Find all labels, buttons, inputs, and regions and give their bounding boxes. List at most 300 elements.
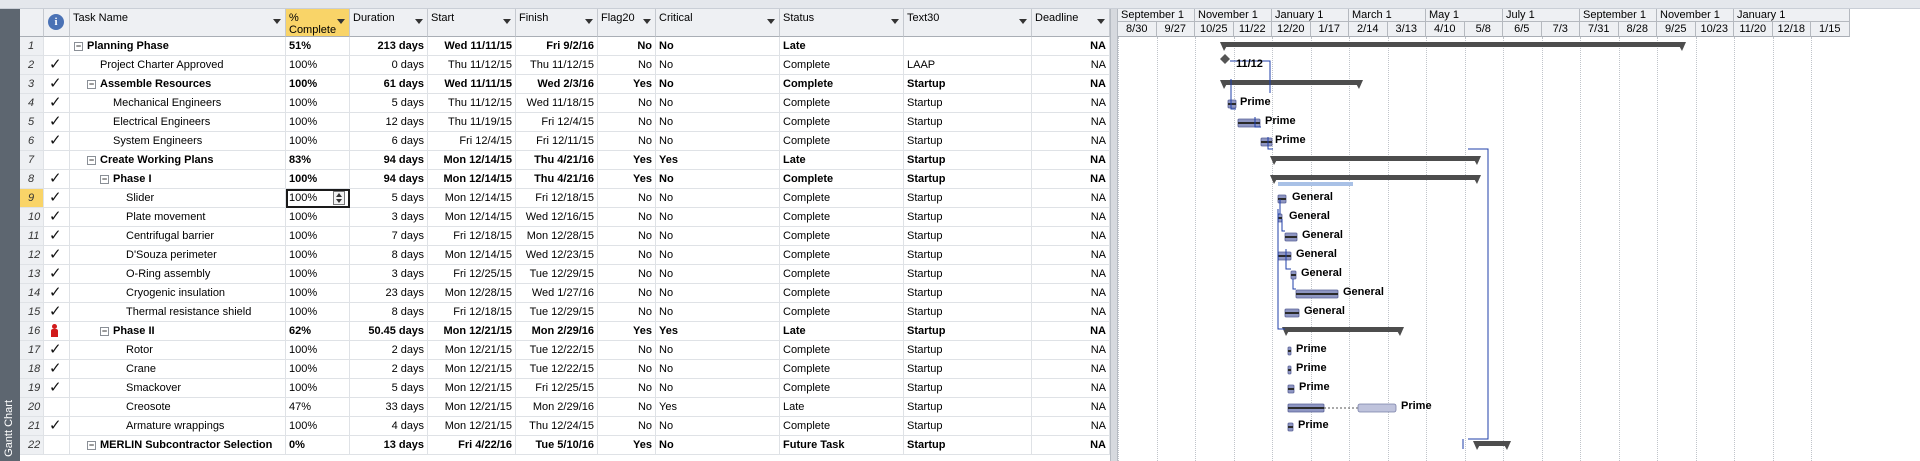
task-name-cell[interactable] [70, 37, 286, 56]
duration-cell[interactable]: 94 days [350, 170, 428, 189]
critical-cell[interactable]: No [656, 436, 780, 455]
indicator-cell[interactable] [44, 322, 70, 341]
critical-cell[interactable]: No [656, 246, 780, 265]
start-cell[interactable]: Fri 12/18/15 [428, 303, 516, 322]
timescale-week-label[interactable]: 12/18 [1773, 22, 1812, 37]
critical-cell[interactable]: No [656, 265, 780, 284]
deadline-cell[interactable]: NA [1032, 265, 1110, 284]
flag20-cell[interactable]: No [598, 132, 656, 151]
gantt-chart-pane[interactable] [1118, 9, 1920, 461]
timescale-month-label[interactable]: September 1 [1118, 9, 1195, 22]
timescale-week-label[interactable]: 7/3 [1542, 22, 1581, 37]
indicator-cell[interactable] [44, 75, 70, 94]
row-id[interactable]: 17 [20, 341, 44, 360]
task-name-cell[interactable] [70, 132, 286, 151]
critical-cell[interactable]: No [656, 37, 780, 56]
deadline-cell[interactable]: NA [1032, 37, 1110, 56]
status-cell[interactable]: Complete [780, 360, 904, 379]
finish-cell[interactable]: Tue 12/22/15 [516, 360, 598, 379]
status-cell[interactable]: Complete [780, 303, 904, 322]
critical-cell[interactable]: Yes [656, 151, 780, 170]
flag20-cell[interactable]: Yes [598, 322, 656, 341]
finish-cell[interactable]: Mon 12/28/15 [516, 227, 598, 246]
chevron-down-icon[interactable] [643, 19, 651, 24]
indicator-cell[interactable] [44, 208, 70, 227]
timescale-week-label[interactable]: 10/25 [1195, 22, 1234, 37]
critical-cell[interactable]: No [656, 132, 780, 151]
table-row[interactable] [20, 284, 1110, 303]
duration-cell[interactable]: 5 days [350, 189, 428, 208]
deadline-cell[interactable]: NA [1032, 113, 1110, 132]
timescale-week-label[interactable]: 10/23 [1696, 22, 1735, 37]
row-id[interactable]: 3 [20, 75, 44, 94]
row-id[interactable]: 21 [20, 417, 44, 436]
duration-cell[interactable]: 33 days [350, 398, 428, 417]
duration-cell[interactable]: 12 days [350, 113, 428, 132]
finish-cell[interactable]: Mon 2/29/16 [516, 398, 598, 417]
status-cell[interactable]: Complete [780, 208, 904, 227]
task-name-cell[interactable] [70, 417, 286, 436]
text30-cell[interactable] [904, 37, 1032, 56]
flag20-cell[interactable]: Yes [598, 151, 656, 170]
text30-cell[interactable]: LAAP [904, 56, 1032, 75]
percent-complete-cell[interactable]: 100% [286, 417, 350, 436]
row-id[interactable]: 16 [20, 322, 44, 341]
status-cell[interactable]: Complete [780, 56, 904, 75]
start-cell[interactable]: Mon 12/21/15 [428, 322, 516, 341]
deadline-cell[interactable]: NA [1032, 227, 1110, 246]
task-name-cell[interactable] [70, 56, 286, 75]
status-cell[interactable]: Complete [780, 189, 904, 208]
percent-complete-cell[interactable]: 100% [286, 284, 350, 303]
percent-complete-cell[interactable]: 100% [286, 265, 350, 284]
status-cell[interactable]: Complete [780, 284, 904, 303]
duration-cell[interactable]: 3 days [350, 208, 428, 227]
task-name-cell[interactable] [70, 151, 286, 170]
indicator-cell[interactable] [44, 227, 70, 246]
critical-cell[interactable]: No [656, 284, 780, 303]
task-name-cell[interactable] [70, 189, 286, 208]
duration-cell[interactable]: 8 days [350, 303, 428, 322]
flag20-cell[interactable]: No [598, 360, 656, 379]
duration-cell[interactable]: 13 days [350, 436, 428, 455]
indicator-cell[interactable] [44, 284, 70, 303]
row-id[interactable]: 20 [20, 398, 44, 417]
finish-cell[interactable]: Thu 12/24/15 [516, 417, 598, 436]
critical-cell[interactable]: No [656, 360, 780, 379]
start-cell[interactable]: Mon 12/21/15 [428, 398, 516, 417]
deadline-cell[interactable]: NA [1032, 303, 1110, 322]
status-cell[interactable]: Late [780, 322, 904, 341]
table-row[interactable] [20, 56, 1110, 75]
task-name-cell[interactable] [70, 170, 286, 189]
deadline-cell[interactable]: NA [1032, 341, 1110, 360]
finish-cell[interactable]: Fri 12/25/15 [516, 379, 598, 398]
duration-cell[interactable]: 23 days [350, 284, 428, 303]
duration-cell[interactable]: 2 days [350, 360, 428, 379]
indicator-cell[interactable] [44, 265, 70, 284]
critical-cell[interactable]: No [656, 303, 780, 322]
row-id[interactable]: 13 [20, 265, 44, 284]
percent-complete-cell[interactable]: 100% [286, 341, 350, 360]
column-header-task-name[interactable] [70, 9, 286, 37]
percent-complete-cell[interactable]: 100% [286, 379, 350, 398]
timescale-month-label[interactable]: May 1 [1426, 9, 1503, 22]
percent-complete-value[interactable]: 100% [289, 192, 318, 204]
duration-cell[interactable]: 7 days [350, 227, 428, 246]
indicator-cell[interactable] [44, 94, 70, 113]
text30-cell[interactable]: Startup [904, 303, 1032, 322]
critical-cell[interactable]: No [656, 170, 780, 189]
finish-cell[interactable]: Wed 12/16/15 [516, 208, 598, 227]
start-cell[interactable]: Thu 11/19/15 [428, 113, 516, 132]
timescale-week-label[interactable]: 4/10 [1426, 22, 1465, 37]
indicator-cell[interactable] [44, 360, 70, 379]
indicator-cell[interactable] [44, 189, 70, 208]
critical-cell[interactable]: No [656, 208, 780, 227]
timescale-week-label[interactable]: 12/20 [1272, 22, 1311, 37]
row-id[interactable]: 5 [20, 113, 44, 132]
finish-cell[interactable]: Fri 12/4/15 [516, 113, 598, 132]
start-cell[interactable]: Mon 12/14/15 [428, 189, 516, 208]
critical-cell[interactable]: No [656, 56, 780, 75]
start-cell[interactable]: Mon 12/21/15 [428, 341, 516, 360]
task-name-cell[interactable] [70, 341, 286, 360]
start-cell[interactable]: Wed 11/11/15 [428, 37, 516, 56]
start-cell[interactable]: Mon 12/14/15 [428, 208, 516, 227]
row-id[interactable]: 1 [20, 37, 44, 56]
column-header-status[interactable] [780, 9, 904, 37]
spinner-icon[interactable] [333, 191, 345, 205]
percent-complete-cell[interactable]: 100% [286, 132, 350, 151]
percent-complete-cell[interactable]: 100% [286, 94, 350, 113]
flag20-cell[interactable]: No [598, 341, 656, 360]
task-name-cell[interactable] [70, 360, 286, 379]
task-name-cell[interactable] [70, 113, 286, 132]
percent-complete-cell[interactable]: 47% [286, 398, 350, 417]
row-id[interactable]: 18 [20, 360, 44, 379]
start-cell[interactable]: Mon 12/14/15 [428, 246, 516, 265]
start-cell[interactable]: Mon 12/21/15 [428, 360, 516, 379]
finish-cell[interactable]: Fri 12/18/15 [516, 189, 598, 208]
timescale-month-label[interactable]: January 1 [1734, 9, 1850, 22]
text30-cell[interactable]: Startup [904, 113, 1032, 132]
task-name-cell[interactable] [70, 94, 286, 113]
table-row[interactable] [20, 265, 1110, 284]
flag20-cell[interactable]: Yes [598, 170, 656, 189]
duration-cell[interactable]: 8 days [350, 246, 428, 265]
start-cell[interactable]: Mon 12/14/15 [428, 151, 516, 170]
finish-cell[interactable]: Thu 4/21/16 [516, 151, 598, 170]
table-row[interactable] [20, 341, 1110, 360]
critical-cell[interactable]: No [656, 113, 780, 132]
finish-cell[interactable]: Tue 5/10/16 [516, 436, 598, 455]
finish-cell[interactable]: Wed 1/27/16 [516, 284, 598, 303]
deadline-cell[interactable]: NA [1032, 151, 1110, 170]
duration-cell[interactable]: 5 days [350, 379, 428, 398]
finish-cell[interactable]: Fri 9/2/16 [516, 37, 598, 56]
indicator-cell[interactable] [44, 132, 70, 151]
timescale-week-label[interactable]: 8/28 [1619, 22, 1658, 37]
task-name-cell[interactable] [70, 284, 286, 303]
flag20-cell[interactable]: No [598, 37, 656, 56]
row-id[interactable]: 2 [20, 56, 44, 75]
task-name-cell[interactable] [70, 379, 286, 398]
finish-cell[interactable]: Tue 12/22/15 [516, 341, 598, 360]
start-cell[interactable]: Mon 12/28/15 [428, 284, 516, 303]
percent-complete-cell[interactable]: 100% [286, 246, 350, 265]
finish-cell[interactable]: Tue 12/29/15 [516, 303, 598, 322]
percent-complete-cell[interactable]: 100% [286, 113, 350, 132]
text30-cell[interactable]: Startup [904, 189, 1032, 208]
deadline-cell[interactable]: NA [1032, 170, 1110, 189]
critical-cell[interactable]: No [656, 417, 780, 436]
timescale-week-label[interactable]: 3/13 [1388, 22, 1427, 37]
flag20-cell[interactable]: No [598, 113, 656, 132]
text30-cell[interactable]: Startup [904, 284, 1032, 303]
percent-complete-cell[interactable]: 62% [286, 322, 350, 341]
indicator-cell[interactable] [44, 170, 70, 189]
table-row[interactable] [20, 360, 1110, 379]
timescale-week-label[interactable]: 1/15 [1811, 22, 1850, 37]
text30-cell[interactable]: Startup [904, 246, 1032, 265]
flag20-cell[interactable]: No [598, 398, 656, 417]
percent-complete-cell[interactable]: 100% [286, 56, 350, 75]
chevron-down-icon[interactable] [1097, 19, 1105, 24]
status-cell[interactable]: Late [780, 151, 904, 170]
critical-cell[interactable]: No [656, 189, 780, 208]
table-row[interactable] [20, 170, 1110, 189]
timescale-week-label[interactable]: 8/30 [1118, 22, 1157, 37]
timescale-week-label[interactable]: 9/27 [1157, 22, 1196, 37]
table-row[interactable] [20, 417, 1110, 436]
task-name-cell[interactable] [70, 398, 286, 417]
table-row[interactable] [20, 132, 1110, 151]
duration-cell[interactable]: 213 days [350, 37, 428, 56]
row-id[interactable]: 10 [20, 208, 44, 227]
table-row[interactable] [20, 94, 1110, 113]
status-cell[interactable]: Complete [780, 75, 904, 94]
start-cell[interactable]: Mon 12/21/15 [428, 379, 516, 398]
percent-complete-cell[interactable]: 100% [286, 208, 350, 227]
table-row[interactable] [20, 75, 1110, 94]
chevron-down-icon[interactable] [273, 19, 281, 24]
chevron-down-icon[interactable] [585, 19, 593, 24]
deadline-cell[interactable]: NA [1032, 398, 1110, 417]
collapse-toggle[interactable]: − [88, 78, 95, 89]
task-name-cell[interactable] [70, 322, 286, 341]
table-row[interactable] [20, 303, 1110, 322]
indicator-cell[interactable] [44, 56, 70, 75]
status-cell[interactable]: Complete [780, 170, 904, 189]
row-id[interactable]: 7 [20, 151, 44, 170]
chevron-down-icon[interactable] [337, 19, 345, 24]
text30-cell[interactable]: Startup [904, 379, 1032, 398]
finish-cell[interactable]: Fri 12/11/15 [516, 132, 598, 151]
deadline-cell[interactable]: NA [1032, 436, 1110, 455]
deadline-cell[interactable]: NA [1032, 208, 1110, 227]
timescale-month-label[interactable]: November 1 [1657, 9, 1734, 22]
column-header-critical[interactable] [656, 9, 780, 37]
percent-complete-cell[interactable]: 100% [286, 360, 350, 379]
status-cell[interactable]: Complete [780, 379, 904, 398]
timescale-week-label[interactable]: 1/17 [1311, 22, 1350, 37]
column-header-percent-complete[interactable] [286, 9, 350, 37]
flag20-cell[interactable]: No [598, 94, 656, 113]
finish-cell[interactable]: Wed 2/3/16 [516, 75, 598, 94]
percent-complete-cell[interactable]: 83% [286, 151, 350, 170]
duration-cell[interactable]: 61 days [350, 75, 428, 94]
text30-cell[interactable]: Startup [904, 75, 1032, 94]
row-id[interactable]: 22 [20, 436, 44, 455]
flag20-cell[interactable]: No [598, 379, 656, 398]
status-cell[interactable]: Complete [780, 265, 904, 284]
task-name-cell[interactable] [70, 246, 286, 265]
column-header-finish[interactable] [516, 9, 598, 37]
status-cell[interactable]: Complete [780, 341, 904, 360]
percent-complete-cell[interactable]: 100% [286, 75, 350, 94]
percent-complete-cell[interactable]: 51% [286, 37, 350, 56]
task-name-cell[interactable] [70, 436, 286, 455]
duration-cell[interactable]: 5 days [350, 94, 428, 113]
duration-cell[interactable]: 50.45 days [350, 322, 428, 341]
start-cell[interactable]: Thu 11/12/15 [428, 56, 516, 75]
deadline-cell[interactable]: NA [1032, 132, 1110, 151]
flag20-cell[interactable]: No [598, 227, 656, 246]
deadline-cell[interactable]: NA [1032, 379, 1110, 398]
row-id[interactable]: 12 [20, 246, 44, 265]
text30-cell[interactable]: Startup [904, 360, 1032, 379]
timescale-week-label[interactable]: 9/25 [1657, 22, 1696, 37]
text30-cell[interactable]: Startup [904, 94, 1032, 113]
table-row[interactable] [20, 436, 1110, 455]
row-id[interactable]: 19 [20, 379, 44, 398]
select-all-corner[interactable] [20, 9, 44, 37]
status-cell[interactable]: Complete [780, 246, 904, 265]
row-id[interactable]: 15 [20, 303, 44, 322]
percent-complete-editor[interactable] [286, 189, 350, 208]
flag20-cell[interactable]: No [598, 246, 656, 265]
percent-complete-cell[interactable]: 100% [286, 303, 350, 322]
timescale-week-label[interactable]: 6/5 [1503, 22, 1542, 37]
column-header-start[interactable] [428, 9, 516, 37]
task-name-cell[interactable] [70, 265, 286, 284]
chevron-down-icon[interactable] [1019, 19, 1027, 24]
collapse-toggle[interactable]: − [88, 154, 95, 165]
indicator-cell[interactable] [44, 246, 70, 265]
text30-cell[interactable]: Startup [904, 208, 1032, 227]
status-cell[interactable]: Future Task [780, 436, 904, 455]
collapse-toggle[interactable]: − [75, 40, 82, 51]
column-header-flag20[interactable] [598, 9, 656, 37]
table-row[interactable] [20, 322, 1110, 341]
deadline-cell[interactable]: NA [1032, 189, 1110, 208]
start-cell[interactable]: Wed 11/11/15 [428, 75, 516, 94]
start-cell[interactable]: Fri 12/25/15 [428, 265, 516, 284]
row-id[interactable]: 6 [20, 132, 44, 151]
task-name-cell[interactable] [70, 303, 286, 322]
percent-complete-cell[interactable]: 100% [286, 170, 350, 189]
row-id[interactable]: 8 [20, 170, 44, 189]
finish-cell[interactable]: Thu 11/12/15 [516, 56, 598, 75]
text30-cell[interactable]: Startup [904, 436, 1032, 455]
indicator-cell[interactable] [44, 398, 70, 417]
table-row[interactable] [20, 227, 1110, 246]
finish-cell[interactable]: Wed 11/18/15 [516, 94, 598, 113]
task-name-cell[interactable] [70, 75, 286, 94]
row-id[interactable]: 4 [20, 94, 44, 113]
flag20-cell[interactable]: No [598, 265, 656, 284]
timescale-month-label[interactable]: March 1 [1349, 9, 1426, 22]
status-cell[interactable]: Late [780, 398, 904, 417]
status-cell[interactable]: Complete [780, 132, 904, 151]
indicator-cell[interactable] [44, 436, 70, 455]
text30-cell[interactable]: Startup [904, 398, 1032, 417]
flag20-cell[interactable]: No [598, 208, 656, 227]
timescale-week-label[interactable]: 7/31 [1580, 22, 1619, 37]
timescale-week-label[interactable]: 2/14 [1349, 22, 1388, 37]
flag20-cell[interactable]: Yes [598, 75, 656, 94]
flag20-cell[interactable]: No [598, 303, 656, 322]
flag20-cell[interactable]: No [598, 284, 656, 303]
timescale-week-label[interactable]: 5/8 [1465, 22, 1504, 37]
duration-cell[interactable]: 6 days [350, 132, 428, 151]
status-cell[interactable]: Complete [780, 227, 904, 246]
flag20-cell[interactable]: No [598, 417, 656, 436]
status-cell[interactable]: Complete [780, 94, 904, 113]
percent-complete-cell[interactable]: 100% [286, 227, 350, 246]
duration-cell[interactable]: 0 days [350, 56, 428, 75]
critical-cell[interactable]: Yes [656, 398, 780, 417]
task-sheet[interactable] [20, 9, 1110, 461]
status-cell[interactable]: Complete [780, 417, 904, 436]
chevron-down-icon[interactable] [891, 19, 899, 24]
critical-cell[interactable]: No [656, 94, 780, 113]
table-row[interactable] [20, 189, 1110, 208]
timescale-week-label[interactable]: 11/22 [1234, 22, 1273, 37]
start-cell[interactable]: Fri 4/22/16 [428, 436, 516, 455]
timescale-month-label[interactable]: November 1 [1195, 9, 1272, 22]
flag20-cell[interactable]: No [598, 189, 656, 208]
critical-cell[interactable]: No [656, 75, 780, 94]
deadline-cell[interactable]: NA [1032, 360, 1110, 379]
deadline-cell[interactable]: NA [1032, 246, 1110, 265]
table-row[interactable] [20, 246, 1110, 265]
text30-cell[interactable]: Startup [904, 227, 1032, 246]
pane-splitter[interactable] [1110, 9, 1118, 461]
timescale-week-label[interactable]: 11/20 [1734, 22, 1773, 37]
table-row[interactable] [20, 151, 1110, 170]
deadline-cell[interactable]: NA [1032, 75, 1110, 94]
indicator-cell[interactable] [44, 341, 70, 360]
collapse-toggle[interactable]: − [88, 439, 95, 450]
table-row[interactable] [20, 398, 1110, 417]
finish-cell[interactable]: Wed 12/23/15 [516, 246, 598, 265]
duration-cell[interactable]: 4 days [350, 417, 428, 436]
deadline-cell[interactable]: NA [1032, 94, 1110, 113]
timescale-month-label[interactable]: July 1 [1503, 9, 1580, 22]
critical-cell[interactable]: No [656, 379, 780, 398]
start-cell[interactable]: Fri 12/4/15 [428, 132, 516, 151]
text30-cell[interactable]: Startup [904, 265, 1032, 284]
task-name-cell[interactable] [70, 227, 286, 246]
indicators-header[interactable] [44, 9, 70, 37]
duration-cell[interactable]: 94 days [350, 151, 428, 170]
column-header-text30[interactable] [904, 9, 1032, 37]
indicator-cell[interactable] [44, 303, 70, 322]
text30-cell[interactable]: Startup [904, 132, 1032, 151]
collapse-toggle[interactable]: − [101, 173, 108, 184]
